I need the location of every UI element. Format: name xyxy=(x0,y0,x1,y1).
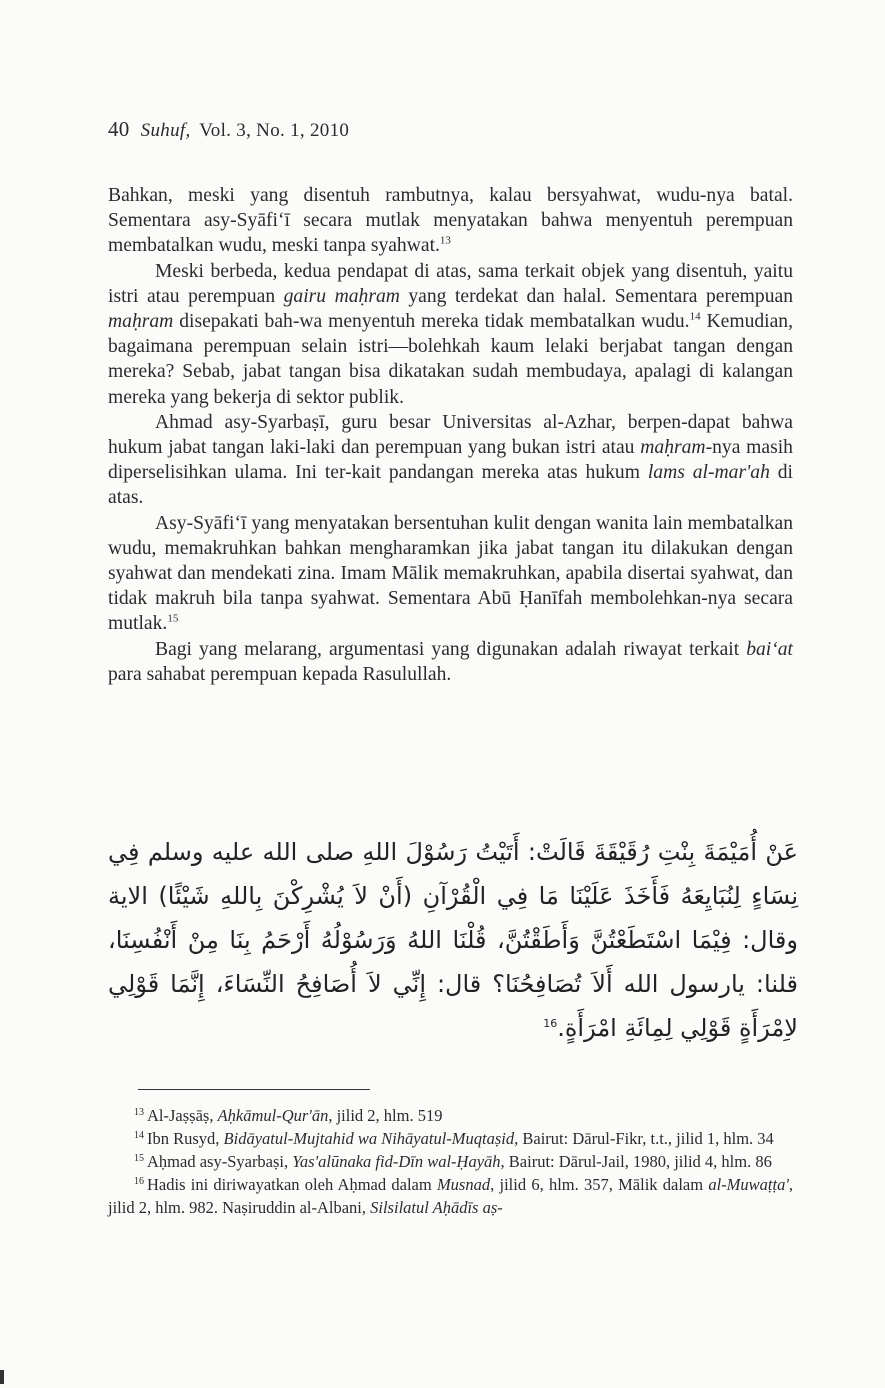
footnote-ref[interactable]: 15 xyxy=(167,612,179,625)
main-text xyxy=(108,183,793,687)
paragraph-1: Bahkan, meski yang disentuh rambutnya, kalau bersyahwat, wudu-nya batal. Sementara asy-Syāfi‘ī secara mutlak menyatakan bahwa menyentuh perempuan membatalkan wudu, meski tanpa syahwat.$^{13}$ xyxy=(108,185,793,257)
footnote-16: $^{16}$ Hadis ini diriwayatkan oleh Aḥmad dalam Musnad, jilid 6, hlm. 357, Mālik dalam al-Muwaṭṭa', jilid 2, hlm. 982. Naṣiruddin al-Albani, Silsilatul Aḥādīs aṣ- xyxy=(108,1175,793,1217)
footnote-ref[interactable]: 13 xyxy=(439,234,451,247)
paragraph-4: Asy-Syāfi‘ī yang menyatakan bersentuhan kulit dengan wanita lain membatalkan wudu, memakruhkan bahkan mengharamkan jika jabat tangan itu dilakukan dengan syahwat dan mendekati zina. Imam Mālik memakruhkan, apabila disertai syahwat, dan tidak makruh bila tanpa syahwat. Sementara Abū Ḥanīfah membolehkan-nya secara mutlak.$^{15}$ xyxy=(108,512,793,635)
paragraph-2: Meski berbeda, kedua pendapat di atas, sama terkait objek yang disentuh, yaitu istri atau perempuan gairu maḥram yang terdekat dan halal. Sementara perempuan maḥram disepakati bah-wa menyentuh mereka tidak membatalkan wudu.$^{14}$ Kemudian, bagaimana perempuan selain istri—bolehkah kaum lelaki berjabat tangan dengan mereka? Sebab, jabat tangan bisa dikatakan sudah membudaya, apalagi di kalangan mereka yang bekerja di sektor publik. xyxy=(108,260,794,408)
scan-edge-mark xyxy=(0,1370,4,1384)
footnote-ref[interactable]: 16 xyxy=(543,1017,558,1030)
page-number: 40 xyxy=(108,117,130,141)
footnote-divider xyxy=(138,1089,370,1090)
footnote-ref[interactable]: 14 xyxy=(689,310,701,323)
footnote-15: $^{15}$ Aḥmad asy-Syarbaṣi, Yas'alūnaka fid-Dīn wal-Ḥayāh, Bairut: Dārul-Jail, 1980, jilid 4, hlm. 86 xyxy=(134,1152,772,1171)
journal-title: Suhuf, xyxy=(140,120,191,141)
arabic-hadith: عَنْ أُمَيْمَةَ بِنْتِ رُقَيْقَةَ قَالَتْ: أَتَيْتُ رَسُوْلَ اللهِ صلى الله عليه وسلم فِي نِسَاءٍ لِنُبَايِعَهُ فَأَخَذَ عَلَيْنَا مَا فِي الْقُرْآنِ (أَنْ لاَ يُشْرِكْنَ بِاللهِ شَيْئًا) الاية وقال: فِيْمَا اسْتَطَعْتُنَّ وَأَطَقْتُنَّ، قُلْنَا اللهُ وَرَسُوْلُهُ أَرْحَمُ بِنَا مِنْ أَنْفُسِنَا، قلنا: يارسول الله أَلاَ تُصَافِحُنَا؟ قال: إِنِّي لاَ أُصَافِحُ النِّسَاءَ، إِنَّمَا قَوْلِي لاِمْرَأَةٍ قَوْلِي لِمِائَةِ امْرَأَةٍ.$^{16}$ xyxy=(108,838,798,1042)
footnote-14: $^{14}$ Ibn Rusyd, Bidāyatul-Mujtahid wa Nihāyatul-Muqtaṣid, Bairut: Dārul-Fikr, t.t., jilid 1, hlm. 34 xyxy=(134,1129,774,1148)
paragraph-3: Ahmad asy-Syarbaṣī, guru besar Universitas al-Azhar, berpen-dapat bahwa hukum jabat tangan laki-laki dan perempuan yang bukan istri atau maḥram-nya masih diperselisihkan ulama. Ini ter-kait pandangan mereka atas hukum lams al-mar'ah di atas. xyxy=(108,411,794,509)
paragraph-5: Bagi yang melarang, argumentasi yang digunakan adalah riwayat terkait bai‘at para sahabat perempuan kepada Rasulullah. xyxy=(108,638,793,685)
footnotes xyxy=(108,1104,793,1219)
footnote-13: $^{13}$ Al-Jaṣṣāṣ, Aḥkāmul-Qur'ān, jilid 2, hlm. 519 xyxy=(134,1106,443,1125)
running-header xyxy=(108,117,349,142)
journal-volume: Vol. 3, No. 1, 2010 xyxy=(199,120,350,141)
